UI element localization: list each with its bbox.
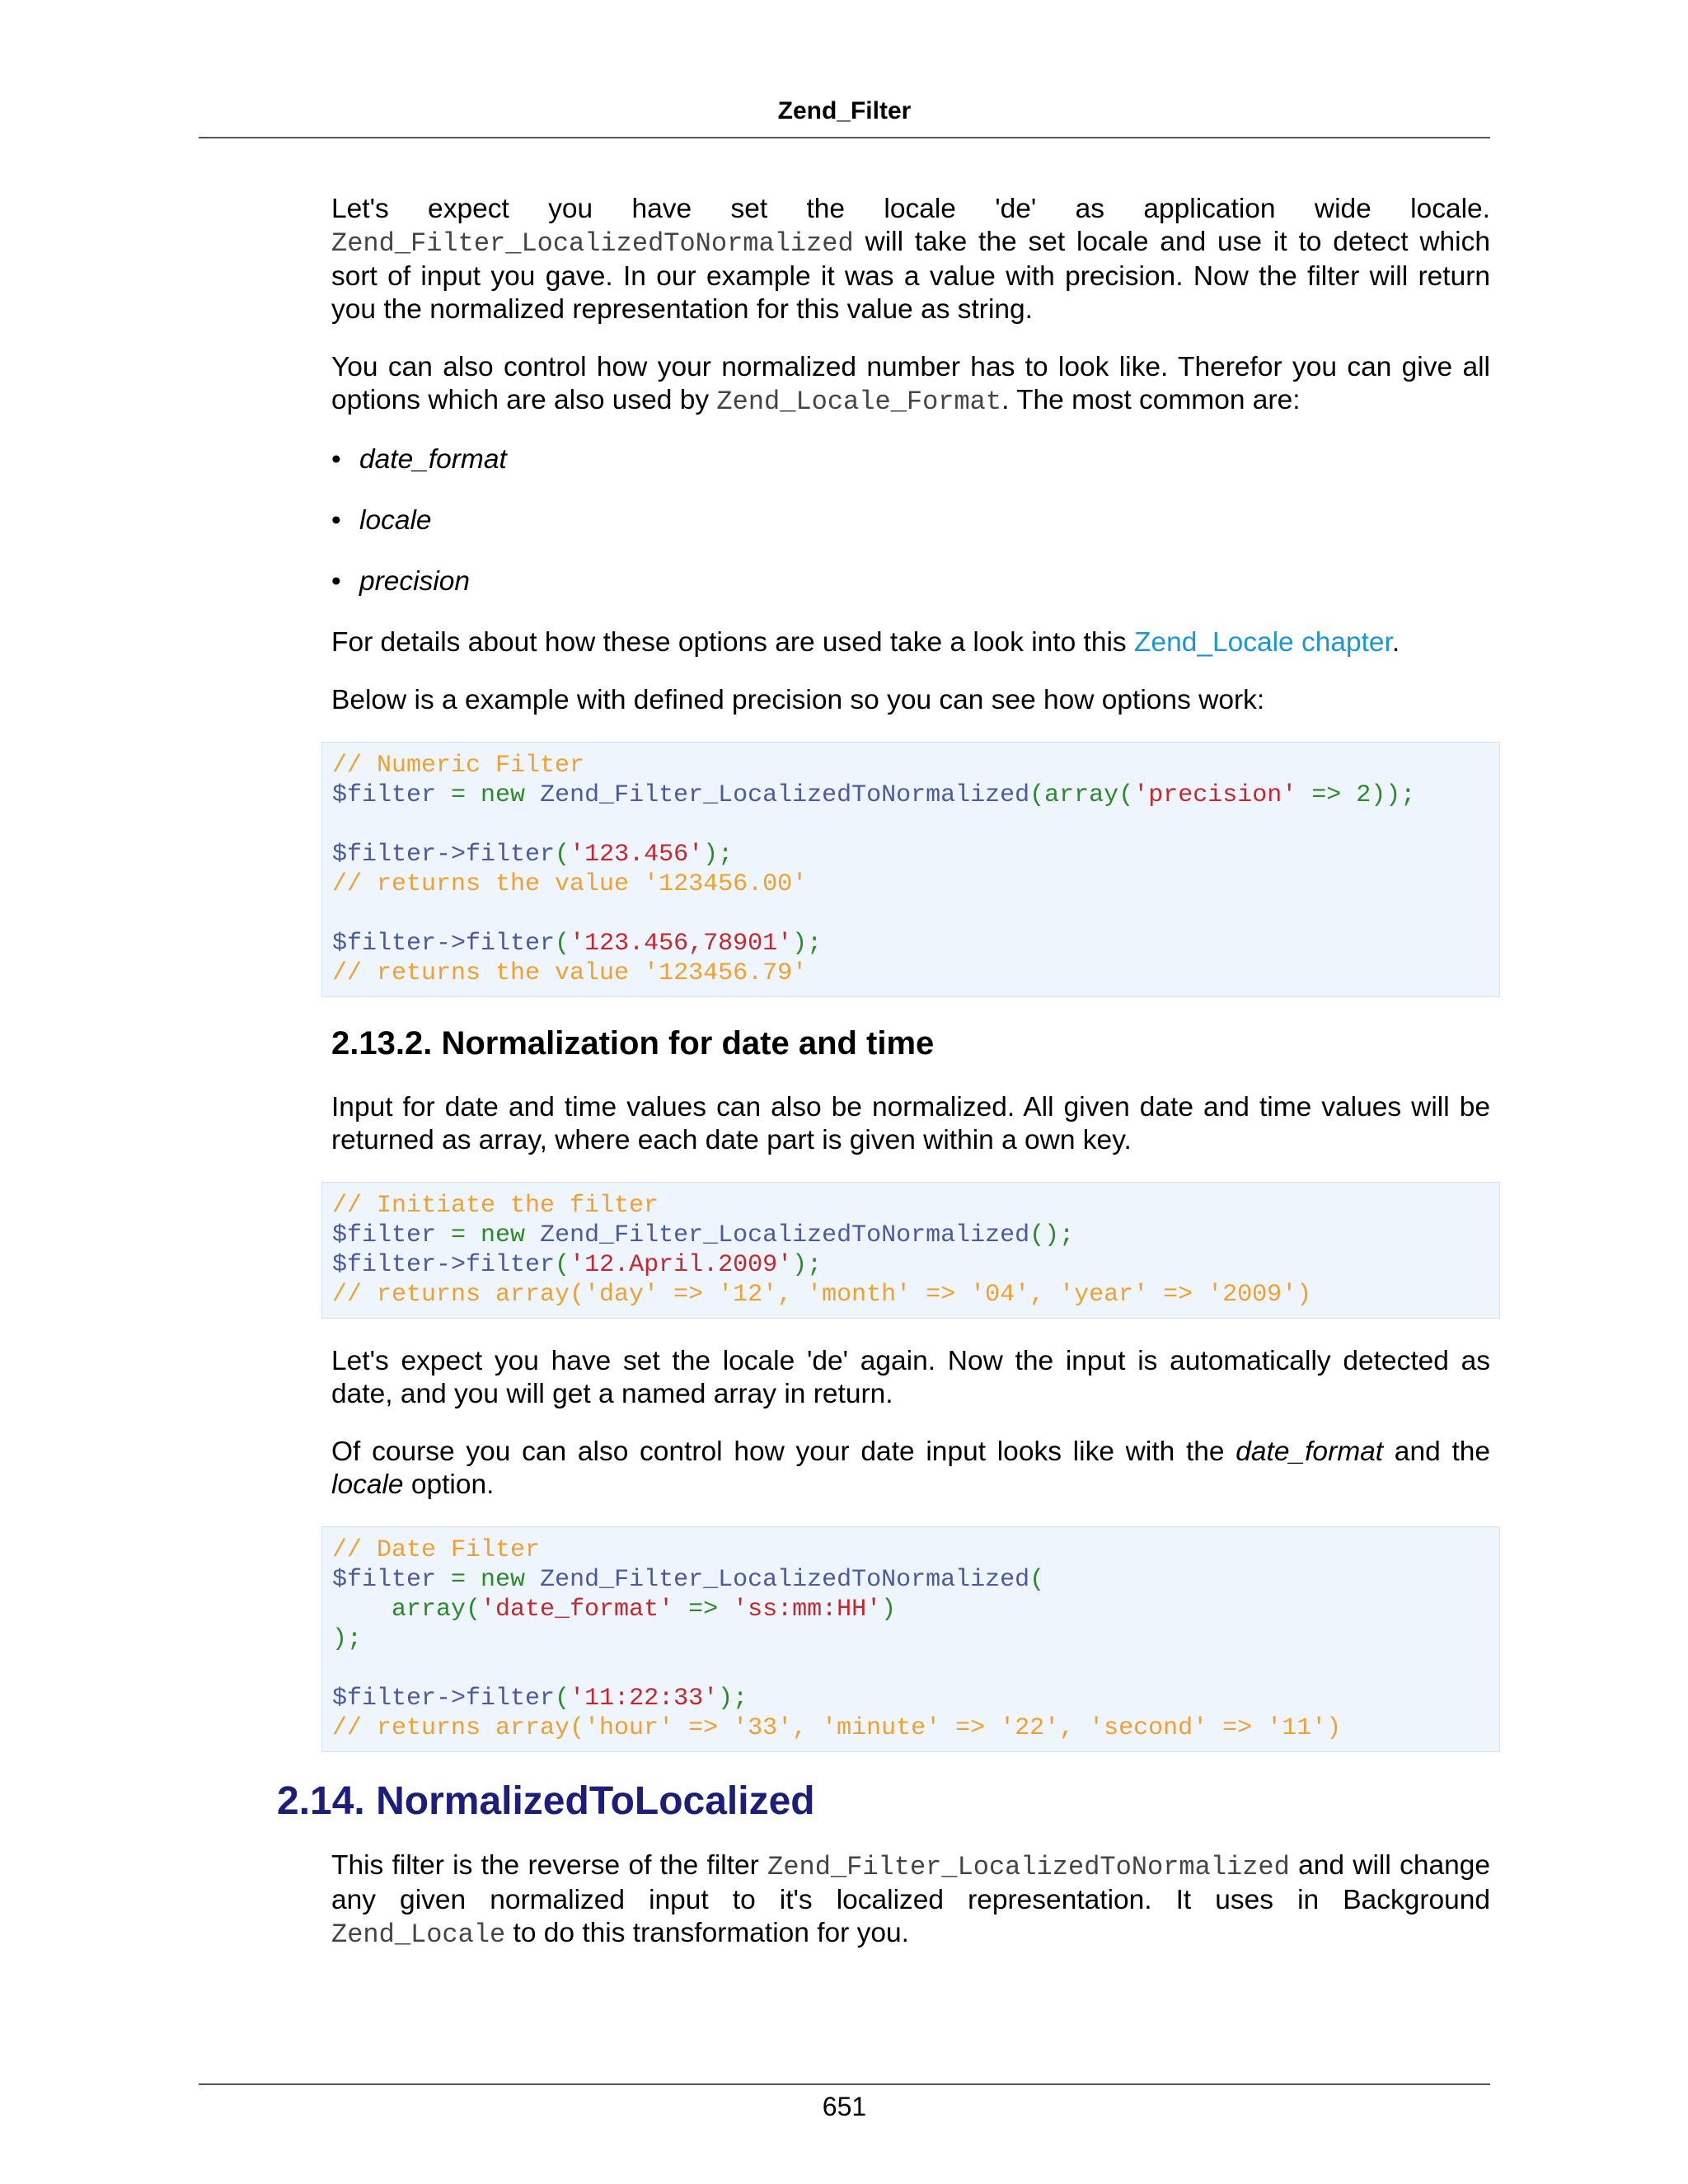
locale-again-paragraph: Let's expect you have set the locale 'de' again. Now the input is automatically detected as date, and you will get a named array in return. (331, 1346, 1490, 1409)
code-line (332, 958, 1489, 988)
code-string: '12.April.2009' (570, 1251, 793, 1279)
code-punct: ( (555, 1251, 570, 1279)
date-time-paragraph: Input for date and time values can also be normalized. All given date and time values will be returned as array, where each date part is given within a own key. (331, 1092, 1490, 1155)
emphasis-locale: locale (331, 1469, 404, 1500)
code-line (332, 1595, 1489, 1624)
code-method-call: $filter->filter (332, 1685, 556, 1713)
code-comment: // returns array('hour' => '33', 'minute' => '22', 'second' => '11') (332, 1714, 1342, 1742)
intro-paragraph-3 (331, 626, 1490, 659)
inline-code: Zend_Locale_Format (716, 387, 1002, 417)
code-string: 'precision' (1133, 781, 1297, 809)
code-variable: $filter (332, 781, 437, 809)
code-block-date-init (321, 1182, 1500, 1319)
footer-rule (199, 2083, 1490, 2085)
code-string: 'date_format' (481, 1596, 674, 1624)
code-line (332, 929, 1489, 958)
code-line (332, 1221, 1489, 1250)
page-content (277, 193, 1491, 1976)
code-blank-line (332, 899, 1489, 929)
code-method-call: $filter->filter (332, 1251, 556, 1279)
list-item (331, 565, 1490, 598)
code-method-call: $filter->filter (332, 841, 556, 869)
code-variable: $filter (332, 1566, 437, 1594)
code-comment: // Numeric Filter (332, 752, 585, 780)
text: This filter is the reverse of the filter (331, 1850, 768, 1881)
text: and will change any given normalized input to it's localized representation. It uses in Background (331, 1850, 1491, 1915)
code-punct: ( (555, 841, 570, 869)
code-blank-line (332, 810, 1489, 840)
code-comment: // Initiate the filter (332, 1192, 659, 1220)
text: Let's expect you have set the locale 'de' as application wide locale. (331, 194, 1490, 224)
code-blank-line (332, 1654, 1489, 1684)
code-keyword: = new (436, 781, 541, 809)
section-heading: 2.14. NormalizedToLocalized (277, 1779, 815, 1823)
code-keyword: = new (436, 1566, 541, 1594)
code-line (332, 780, 1489, 810)
code-method-call: $filter->filter (332, 930, 556, 958)
code-number: 2 (1356, 781, 1372, 809)
normalized-to-localized-paragraph (331, 1849, 1490, 1952)
text: and the (1383, 1436, 1491, 1467)
code-class: Zend_Filter_LocalizedToNormalized (540, 1566, 1030, 1594)
page-header: Zend_Filter (777, 97, 912, 124)
text: For details about how these options are used take a look into this (331, 627, 1134, 658)
code-punct: ) (881, 1596, 897, 1624)
code-string: '11:22:33' (570, 1685, 719, 1713)
code-class: Zend_Filter_LocalizedToNormalized (540, 1221, 1030, 1249)
code-class: Zend_Filter_LocalizedToNormalized (540, 781, 1030, 809)
intro-paragraph-1 (331, 193, 1490, 326)
code-line (332, 1280, 1489, 1310)
date-format-paragraph (331, 1436, 1490, 1502)
code-punct: ( (555, 1685, 570, 1713)
code-punct: ( (555, 930, 570, 958)
code-line (332, 869, 1489, 899)
page-number: 651 (822, 2092, 867, 2121)
bullet-icon: • (331, 444, 341, 475)
code-punct: (); (1029, 1221, 1075, 1249)
code-block-date-filter (321, 1526, 1500, 1752)
code-punct: => (1296, 781, 1357, 809)
option-date-format: date_format (359, 444, 507, 475)
code-comment: // returns the value '123456.00' (332, 870, 808, 898)
code-punct: ); (792, 930, 823, 958)
inline-code: Zend_Filter_LocalizedToNormalized (767, 1852, 1290, 1882)
bullet-icon: • (331, 566, 341, 597)
text: to do this transformation for you. (505, 1918, 909, 1948)
code-line (332, 1684, 1489, 1713)
header-rule (199, 137, 1490, 138)
code-string: '123.456,78901' (570, 930, 793, 958)
code-comment: // Date Filter (332, 1536, 541, 1564)
code-line (332, 1624, 1489, 1654)
code-line (332, 1713, 1489, 1743)
code-variable: $filter (332, 1221, 437, 1249)
code-line (332, 1191, 1489, 1221)
option-locale: locale (359, 505, 432, 536)
subsection-heading: 2.13.2. Normalization for date and time (331, 1025, 935, 1062)
text: You can also control how your normalized number has to look like. Therefor you can give all options which are also used by (331, 352, 1490, 415)
code-punct: => (673, 1596, 734, 1624)
code-line (332, 1535, 1489, 1565)
code-comment: // returns array('day' => '12', 'month' => '04', 'year' => '2009') (332, 1281, 1312, 1309)
zend-locale-chapter-link[interactable]: Zend_Locale chapter (1133, 627, 1392, 658)
text: option. (403, 1469, 495, 1500)
options-list (331, 443, 1490, 598)
option-precision: precision (359, 566, 471, 597)
code-punct: )); (1371, 781, 1416, 809)
code-punct: ); (792, 1251, 823, 1279)
text: . The most common are: (1001, 385, 1301, 415)
code-punct: (array( (1029, 781, 1134, 809)
text: Of course you can also control how your date input looks like with the (331, 1436, 1236, 1467)
code-block-numeric (321, 742, 1500, 997)
inline-code: Zend_Filter_LocalizedToNormalized (331, 228, 854, 259)
code-punct: ); (332, 1625, 363, 1653)
emphasis-date-format: date_format (1236, 1436, 1384, 1467)
code-keyword: = new (436, 1221, 541, 1249)
bullet-icon: • (331, 505, 341, 536)
code-line (332, 840, 1489, 869)
code-string: '123.456' (570, 841, 704, 869)
code-punct: ( (1029, 1566, 1045, 1594)
code-punct: ); (718, 1685, 748, 1713)
inline-code: Zend_Locale (331, 1919, 506, 1950)
code-string: 'ss:mm:HH' (733, 1596, 882, 1624)
code-punct: array( (332, 1596, 481, 1624)
code-line (332, 751, 1489, 780)
intro-paragraph-2 (331, 351, 1490, 419)
list-item (331, 443, 1490, 476)
list-item (331, 504, 1490, 537)
code-comment: // returns the value '123456.79' (332, 959, 808, 987)
text: will take the set locale and use it to detect which sort of input you gave. In our example it was a value with precision. Now the filter will return you the normalized representation for this value as string. (331, 227, 1490, 325)
code-line (332, 1250, 1489, 1280)
code-punct: ); (703, 841, 734, 869)
text: . (1391, 627, 1400, 658)
code-line (332, 1565, 1489, 1595)
intro-paragraph-4: Below is a example with defined precision so you can see how options work: (331, 685, 1265, 715)
